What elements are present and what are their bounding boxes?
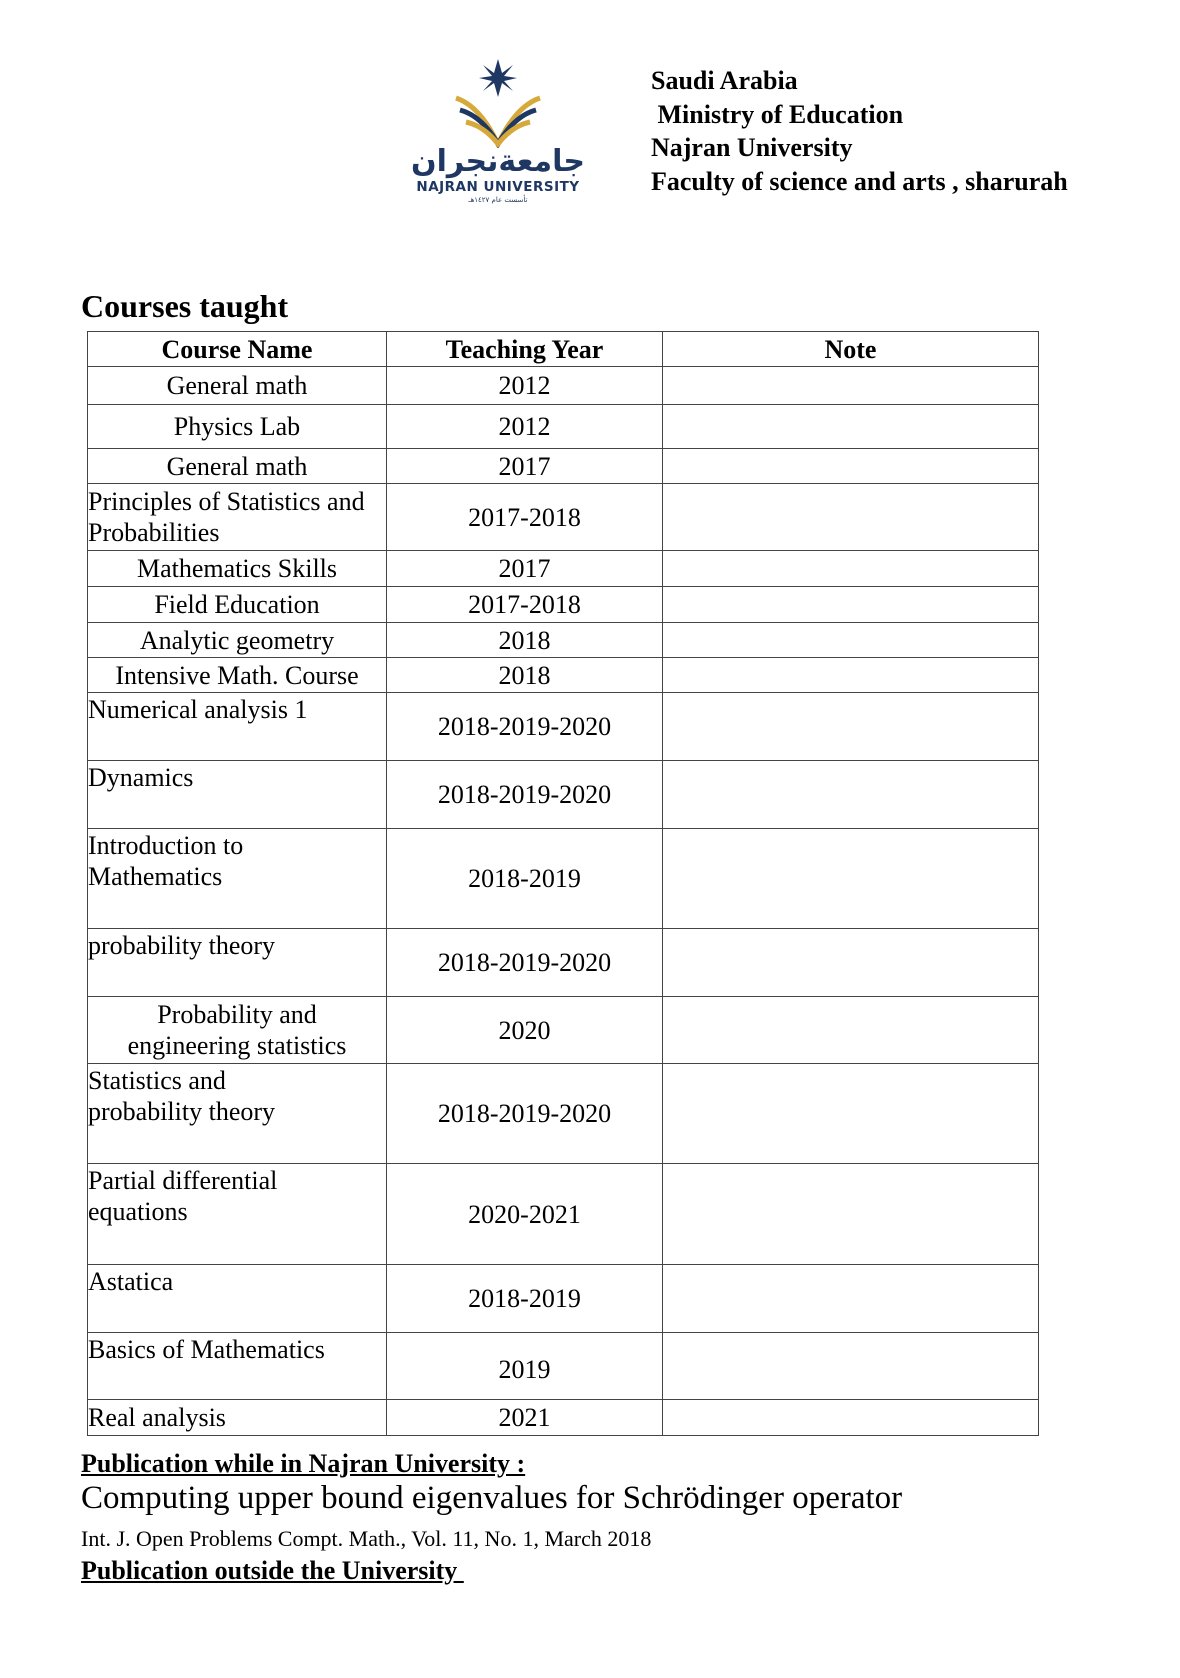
header-country: Saudi Arabia — [651, 66, 798, 95]
table-row — [88, 1265, 1039, 1333]
teaching-year: 2018-2019-2020 — [387, 761, 663, 829]
table-row — [88, 587, 1039, 623]
course-name — [88, 1064, 387, 1164]
note — [663, 1333, 1039, 1400]
header-faculty: Faculty of science and arts , sharurah — [651, 166, 1068, 196]
table-row — [88, 693, 1039, 761]
teaching-year: 2017-2018 — [387, 587, 663, 623]
course-name: Dynamics — [88, 761, 387, 829]
table-row — [88, 929, 1039, 997]
logo-english-name: NAJRAN UNIVERSITY — [416, 179, 580, 195]
course-name: Basics of Mathematics — [88, 1333, 387, 1400]
table-row — [88, 405, 1039, 449]
note — [663, 1400, 1039, 1436]
table-row — [88, 829, 1039, 929]
course-name — [88, 829, 387, 929]
teaching-year: 2017 — [387, 551, 663, 587]
note — [663, 1064, 1039, 1164]
courses-taught-heading: Courses taught — [81, 288, 289, 324]
table-row — [88, 367, 1039, 405]
teaching-year: 2018-2019-2020 — [387, 929, 663, 997]
teaching-year: 2017-2018 — [387, 484, 663, 551]
table-row — [88, 761, 1039, 829]
course-name: Principles of Statistics and Probabilities — [88, 484, 387, 551]
note — [663, 829, 1039, 929]
course-name: Mathematics Skills — [88, 551, 387, 587]
note — [663, 623, 1039, 658]
note — [663, 551, 1039, 587]
course-name — [88, 997, 387, 1064]
course-name — [88, 1164, 387, 1265]
course-name: Field Education — [88, 587, 387, 623]
course-name-text: Introduction to Mathematics — [88, 831, 244, 891]
logo-established: تأسست عام ١٤٢٧هـ — [468, 196, 528, 204]
teaching-year: 2018-2019-2020 — [387, 693, 663, 761]
teaching-year: 2021 — [387, 1400, 663, 1436]
table-row — [88, 623, 1039, 658]
teaching-year: 2018-2019 — [387, 1265, 663, 1333]
table-row — [88, 1064, 1039, 1164]
teaching-year: 2020 — [387, 997, 663, 1064]
course-name: probability theory — [88, 929, 387, 997]
table-row — [88, 997, 1039, 1064]
teaching-year: 2012 — [387, 367, 663, 405]
table-row — [88, 1400, 1039, 1436]
course-name: Physics Lab — [88, 405, 387, 449]
note — [663, 929, 1039, 997]
course-name: Numerical analysis 1 — [88, 693, 387, 761]
teaching-year: 2018-2019-2020 — [387, 1064, 663, 1164]
note — [663, 761, 1039, 829]
course-name: Intensive Math. Course — [88, 658, 387, 693]
header-ministry: Ministry of Education — [651, 99, 904, 129]
publication-title: Computing upper bound eigenvalues for Schrödinger operator — [81, 1480, 903, 1516]
table-row — [88, 484, 1039, 551]
course-name-text: Probability and engineering statistics — [127, 1000, 347, 1060]
najran-star-icon — [450, 58, 546, 148]
note — [663, 405, 1039, 449]
teaching-year: 2020-2021 — [387, 1164, 663, 1265]
table-row — [88, 1333, 1039, 1400]
university-logo — [408, 58, 588, 208]
note — [663, 587, 1039, 623]
teaching-year: 2018 — [387, 623, 663, 658]
course-name: Analytic geometry — [88, 623, 387, 658]
note — [663, 367, 1039, 405]
note — [663, 484, 1039, 551]
course-name-text: Statistics and probability theory — [88, 1066, 276, 1126]
note — [663, 997, 1039, 1064]
course-name: General math — [88, 367, 387, 405]
course-name-text: Partial differential equations — [88, 1166, 278, 1226]
teaching-year: 2012 — [387, 405, 663, 449]
column-header-teaching-year: Teaching Year — [387, 332, 663, 367]
table-row — [88, 1164, 1039, 1265]
table-row — [88, 551, 1039, 587]
institution-header — [651, 64, 1068, 198]
table-row — [88, 658, 1039, 693]
column-header-course-name: Course Name — [88, 332, 387, 367]
note — [663, 658, 1039, 693]
note — [663, 449, 1039, 484]
teaching-year: 2018 — [387, 658, 663, 693]
publications-najran-heading: Publication while in Najran University : — [81, 1449, 526, 1478]
course-name: Astatica — [88, 1265, 387, 1333]
teaching-year: 2019 — [387, 1333, 663, 1400]
publication-citation: Int. J. Open Problems Compt. Math., Vol. 11, No. 1, March 2018 — [81, 1526, 652, 1551]
note — [663, 693, 1039, 761]
course-name: General math — [88, 449, 387, 484]
teaching-year: 2018-2019 — [387, 829, 663, 929]
note — [663, 1265, 1039, 1333]
teaching-year: 2017 — [387, 449, 663, 484]
table-row — [88, 449, 1039, 484]
column-header-note: Note — [663, 332, 1039, 367]
publications-outside-heading: Publication outside the University — [81, 1556, 464, 1585]
course-name: Real analysis — [88, 1400, 387, 1436]
courses-table — [87, 331, 1039, 1436]
logo-arabic-name: جامعةنجران — [410, 144, 586, 179]
table-header-row — [88, 332, 1039, 367]
note — [663, 1164, 1039, 1265]
header-university: Najran University — [651, 133, 853, 162]
